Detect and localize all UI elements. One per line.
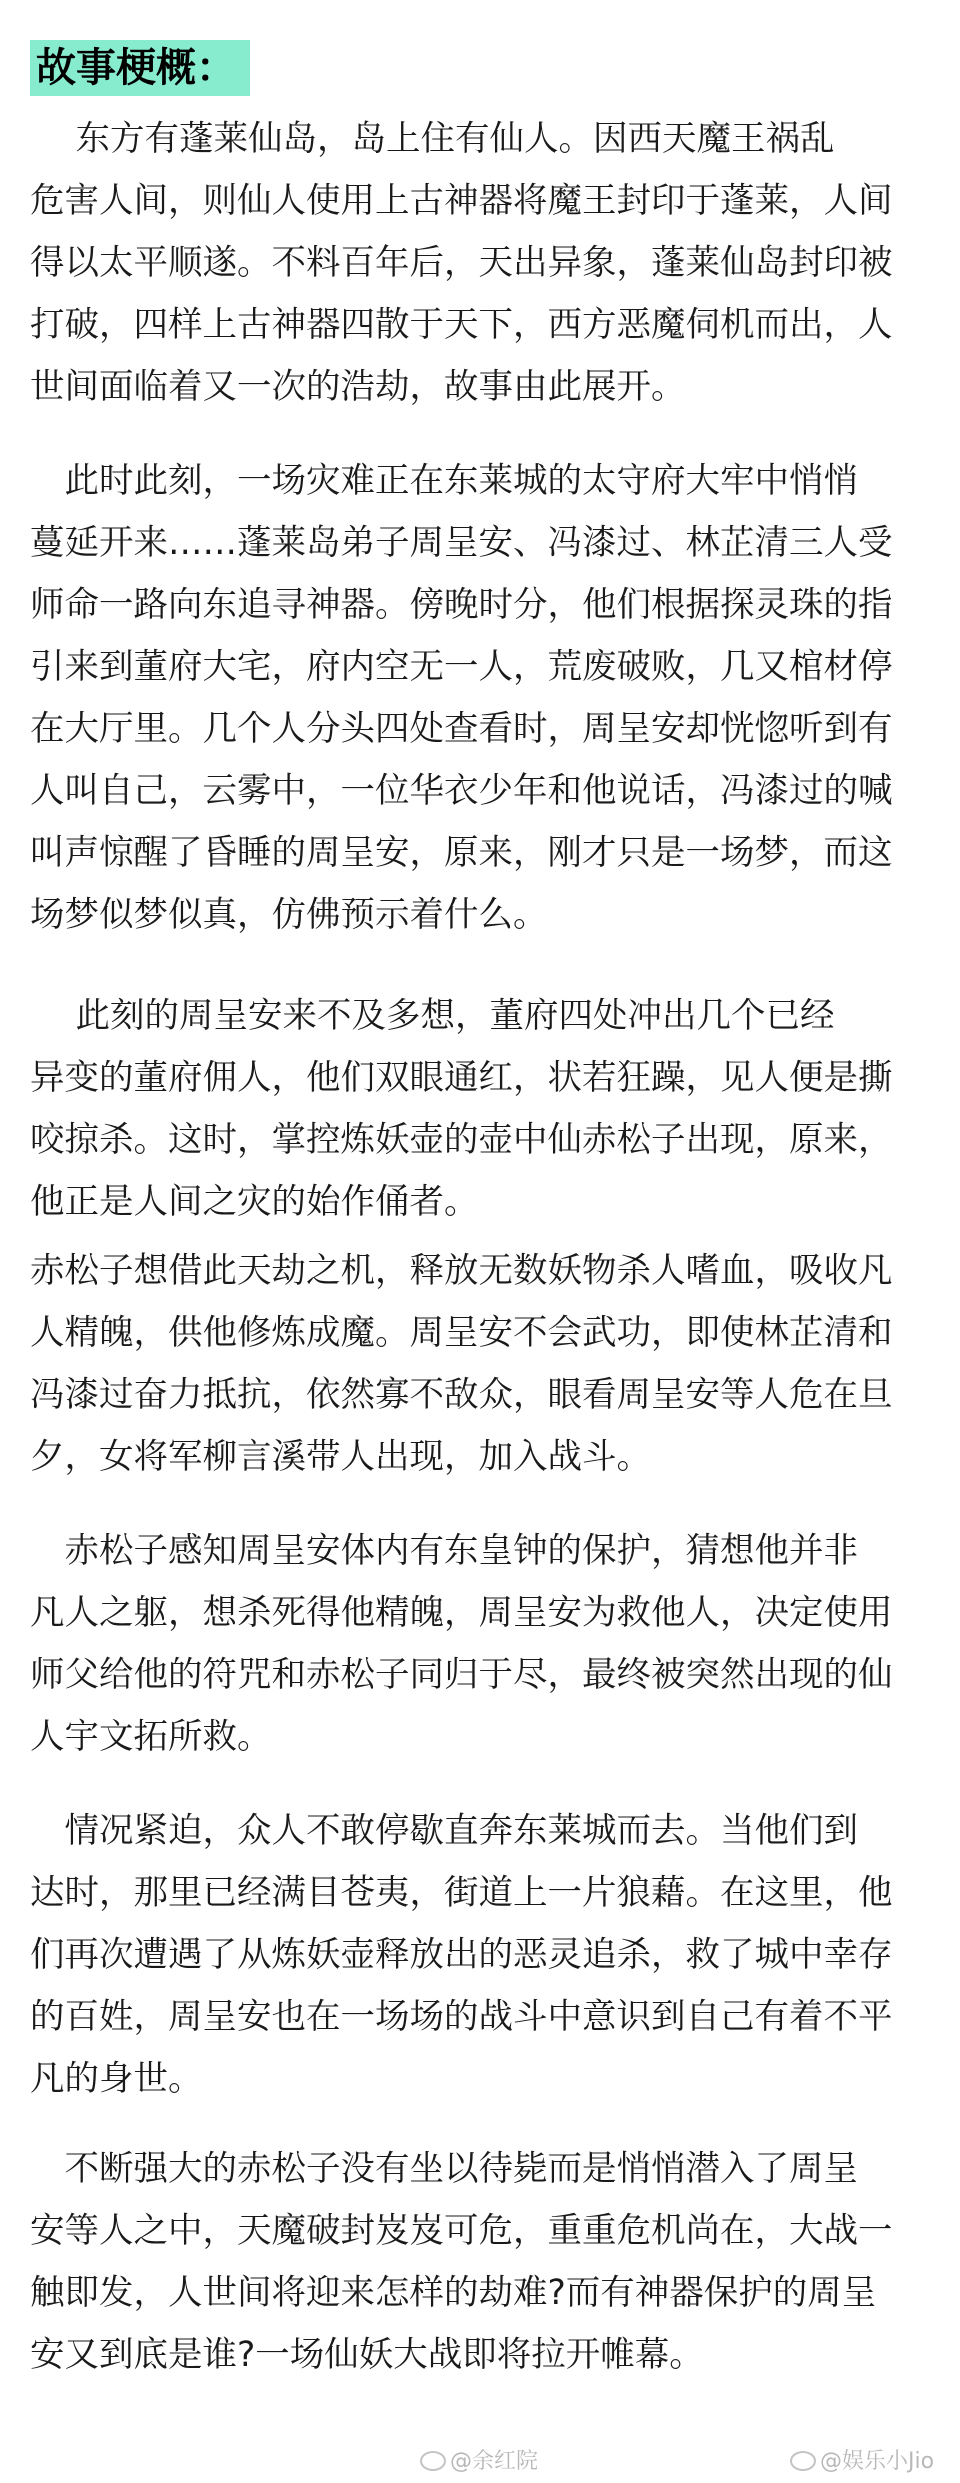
text-line: 师父给他的符咒和赤松子同归于尽，最终被突然出现的仙	[30, 1655, 893, 1695]
watermark-right	[790, 2448, 934, 2476]
text-line: 世间面临着又一次的浩劫，故事由此展开。	[30, 367, 686, 407]
paragraph-5	[30, 1520, 930, 1768]
paragraph-2	[30, 450, 930, 946]
text-line: 蔓延开来……蓬莱岛弟子周呈安、冯漆过、林芷清三人受	[30, 523, 893, 563]
text-line: 人精魄，供他修炼成魔。周呈安不会武功，即使林芷清和	[30, 1313, 893, 1353]
text-line: 凡的身世。	[30, 2059, 203, 2099]
text-line: 东方有蓬莱仙岛，岛上住有仙人。因西天魔王祸乱	[30, 119, 835, 159]
watermark-right-text: @娱乐小Jio	[820, 2449, 935, 2474]
text-line: 打破，四样上古神器四散于天下，西方恶魔伺机而出，人	[30, 305, 893, 345]
paragraph-3	[30, 985, 930, 1233]
weibo-icon	[420, 2451, 446, 2471]
text-line: 场梦似梦似真，仿佛预示着什么。	[30, 895, 548, 935]
text-line: 人宇文拓所救。	[30, 1717, 272, 1757]
text-line: 们再次遭遇了从炼妖壶释放出的恶灵追杀，救了城中幸存	[30, 1935, 893, 1975]
paragraph-6	[30, 1800, 930, 2110]
text-line: 此时此刻，一场灾难正在东莱城的太守府大牢中悄悄	[30, 461, 858, 501]
text-line: 情况紧迫，众人不敢停歇直奔东莱城而去。当他们到	[30, 1811, 858, 1851]
text-line: 的百姓，周呈安也在一场场的战斗中意识到自己有着不平	[30, 1997, 893, 2037]
text-line: 得以太平顺遂。不料百年后，天出异象，蓬莱仙岛封印被	[30, 243, 893, 283]
section-heading: 故事梗概：	[30, 40, 250, 96]
watermark-left	[420, 2448, 538, 2476]
text-line: 人叫自己，云雾中，一位华衣少年和他说话，冯漆过的喊	[30, 771, 893, 811]
paragraph-1	[30, 108, 930, 418]
text-line: 异变的董府佣人，他们双眼通红，状若狂躁，见人便是撕	[30, 1058, 893, 1098]
paragraph-7	[30, 2138, 930, 2386]
text-line: 咬掠杀。这时，掌控炼妖壶的壶中仙赤松子出现，原来，	[30, 1120, 893, 1160]
text-line: 此刻的周呈安来不及多想，董府四处冲出几个已经	[30, 996, 835, 1036]
text-line: 冯漆过奋力抵抗，依然寡不敌众，眼看周呈安等人危在旦	[30, 1375, 893, 1415]
text-line: 赤松子感知周呈安体内有东皇钟的保护，猜想他并非	[30, 1531, 858, 1571]
text-line: 危害人间，则仙人使用上古神器将魔王封印于蓬莱，人间	[30, 181, 893, 221]
text-line: 他正是人间之灾的始作俑者。	[30, 1182, 479, 1222]
text-line: 赤松子想借此天劫之机，释放无数妖物杀人嗜血，吸收凡	[30, 1251, 893, 1291]
text-line: 安等人之中，天魔破封岌岌可危，重重危机尚在，大战一	[30, 2211, 893, 2251]
text-line: 触即发，人世间将迎来怎样的劫难?而有神器保护的周呈	[30, 2273, 877, 2313]
text-line: 引来到董府大宅，府内空无一人，荒废破败，几又棺材停	[30, 647, 893, 687]
paragraph-4	[30, 1240, 930, 1488]
text-line: 夕，女将军柳言溪带人出现，加入战斗。	[30, 1437, 651, 1477]
text-line: 安又到底是谁?一场仙妖大战即将拉开帷幕。	[30, 2335, 704, 2375]
text-line: 师命一路向东追寻神器。傍晚时分，他们根据探灵珠的指	[30, 585, 893, 625]
text-line: 凡人之躯，想杀死得他精魄，周呈安为救他人，决定使用	[30, 1593, 893, 1633]
watermark-left-text: @余红院	[450, 2449, 539, 2474]
text-line: 在大厅里。几个人分头四处查看时，周呈安却恍惚听到有	[30, 709, 893, 749]
text-line: 达时，那里已经满目苍夷，街道上一片狼藉。在这里，他	[30, 1873, 893, 1913]
weibo-icon	[790, 2451, 816, 2471]
text-line: 不断强大的赤松子没有坐以待毙而是悄悄潜入了周呈	[30, 2149, 858, 2189]
text-line: 叫声惊醒了昏睡的周呈安，原来，刚才只是一场梦，而这	[30, 833, 893, 873]
